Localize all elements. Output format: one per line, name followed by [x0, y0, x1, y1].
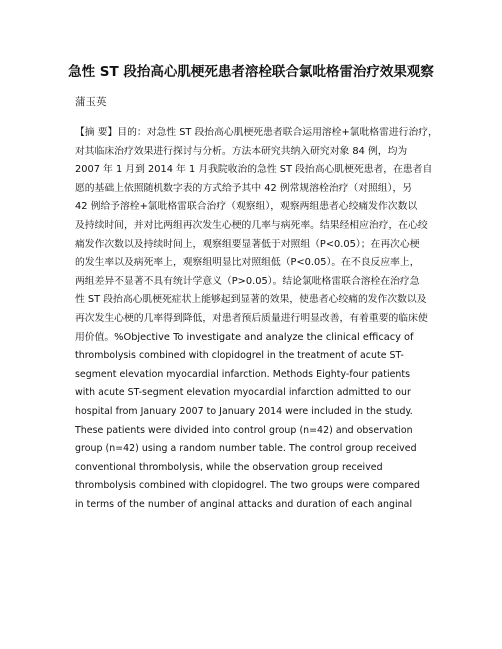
abstract-line-english: These patients were divided into control group (n=42) and observation — [75, 424, 413, 436]
abstract-line-english: thrombolysis combined with clopidogrel in the treatment of acute ST- — [75, 350, 404, 362]
abstract-line: 及持续时间，并对比两组再次发生心梗的几率与病死率。结果经相应治疗，在心绞 — [75, 219, 428, 231]
abstract-line: 痛发作次数以及持续时间上，观察组要显著低于对照组（P<0.05）；在再次心梗 — [75, 238, 420, 250]
abstract-line: 2007 年 1 月到 2014 年 1 月我院收治的急性 ST 段抬高心肌梗死患者，在患者自 — [75, 164, 433, 176]
abstract-line-english: group (n=42) using a random number table. The control group received — [75, 443, 417, 455]
abstract-line-english: in terms of the number of anginal attacks and duration of each anginal — [75, 498, 413, 510]
abstract-line: 的发生率以及病死率上，观察组明显比对照组低（P<0.05）。在不良反应率上， — [75, 257, 420, 269]
abstract-line: 42 例给予溶栓+氯吡格雷联合治疗（观察组），观察两组患者心绞痛发作次数以 — [75, 201, 418, 213]
document-title: 急性 ST 段抬高心肌梗死患者溶栓联合氯吡格雷治疗效果观察 — [68, 64, 434, 80]
abstract-line: 再次发生心梗的几率得到降低，对患者预后质量进行明显改善，有着重要的临床使 — [75, 312, 428, 324]
abstract-line-english: with acute ST-segment elevation myocardial infarction admitted to our — [75, 387, 411, 399]
author-name: 蒲玉英 — [75, 96, 107, 108]
abstract-line: 性 ST 段抬高心肌梗死症状上能够起到显著的效果，使患者心绞痛的发作次数以及 — [75, 294, 427, 306]
abstract-line-english: thrombolysis combined with clopidogrel. The two groups were compared — [75, 480, 420, 492]
abstract-line: 用价值。%Objective To investigate and analyze the clinical efficacy of — [75, 331, 414, 343]
abstract-line: 对其临床治疗效果进行探讨与分析。方法本研究共纳入研究对象 84 例，均为 — [75, 145, 408, 157]
abstract-line: 愿的基础上依照随机数字表的方式给予其中 42 例常规溶栓治疗（对照组），另 — [75, 182, 413, 194]
abstract-body — [75, 124, 438, 514]
abstract-line-english: hospital from January 2007 to January 2014 were included in the study. — [75, 405, 413, 417]
abstract-line-english: conventional thrombolysis, while the observation group received — [75, 461, 383, 473]
abstract-line-english: segment elevation myocardial infarction. Methods Eighty-four patients — [75, 368, 411, 380]
abstract-line: 【摘 要】目的：对急性 ST 段抬高心肌梗死患者联合运用溶栓+氯吡格雷进行治疗， — [75, 127, 438, 138]
abstract-line: 两组差异不显著不具有统计学意义（P>0.05）。结论氯吡格雷联合溶栓在治疗急 — [75, 275, 420, 287]
